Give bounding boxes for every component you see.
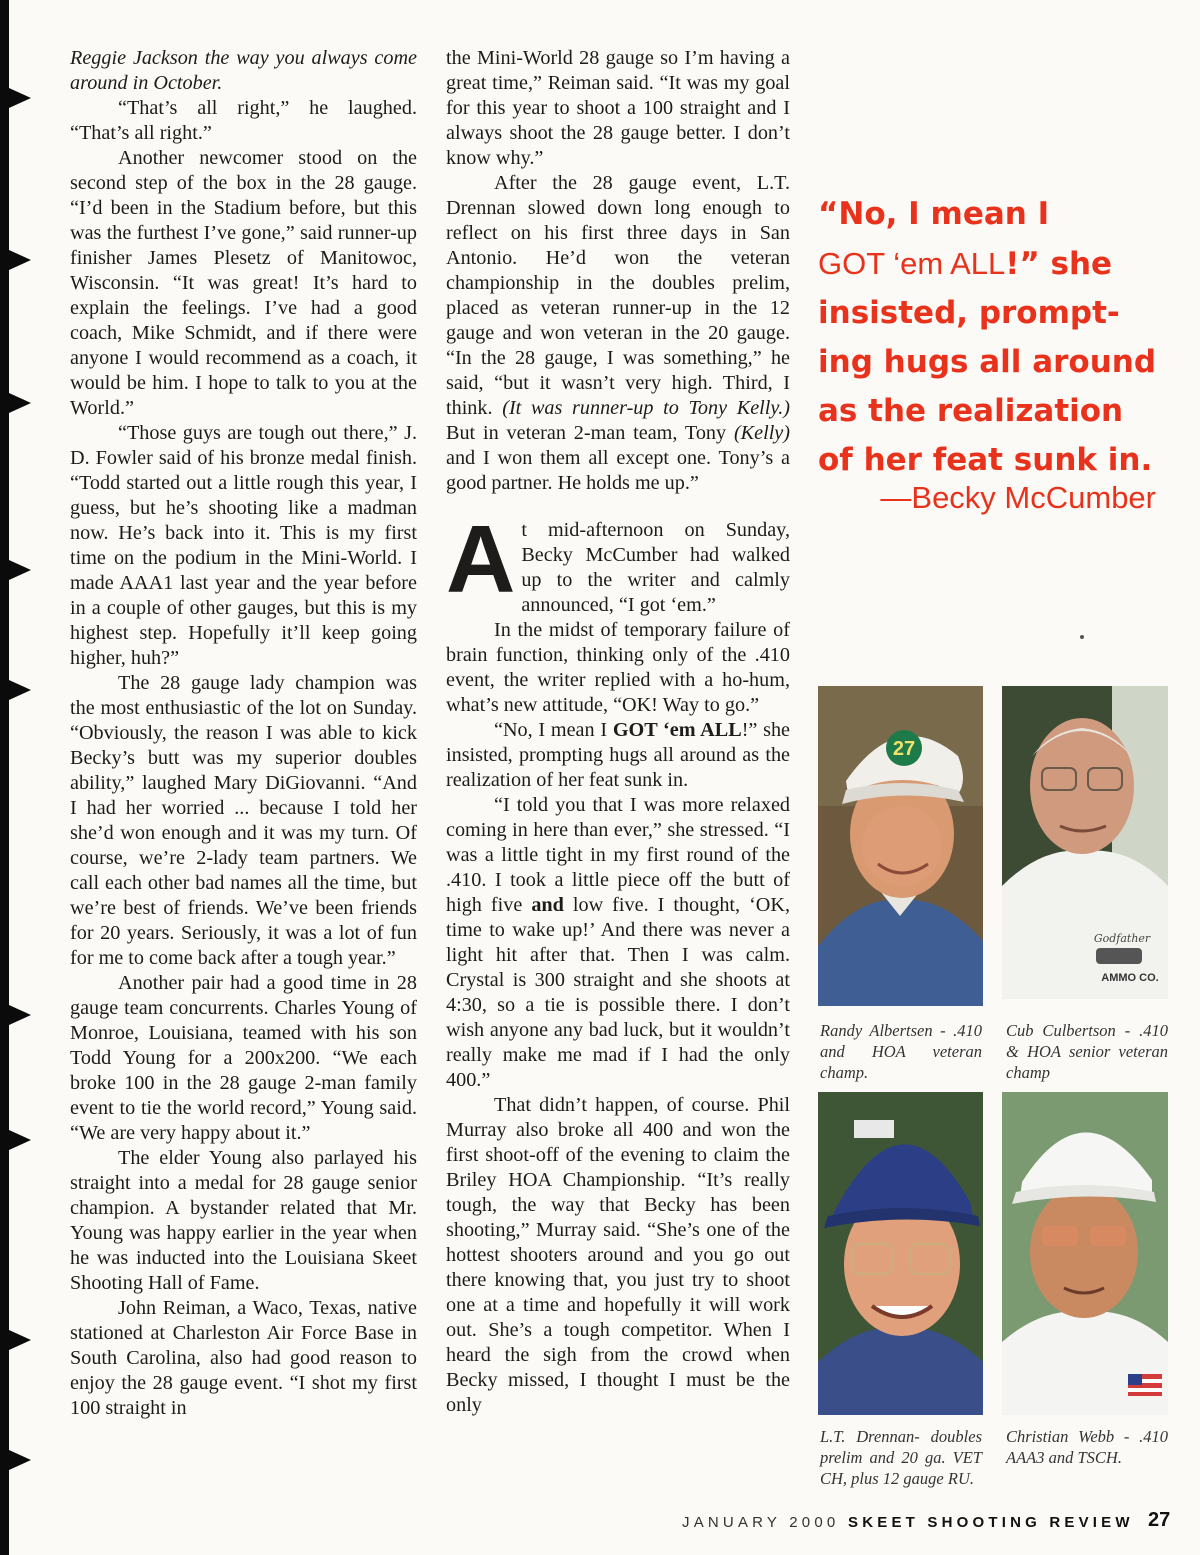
- scan-notch: [9, 393, 31, 413]
- svg-text:27: 27: [892, 738, 916, 760]
- paragraph: “Those guys are tough out there,” J. D. Fowler said of his bronze medal finish. “Todd started out a little rough this year, I guess, but he’s shooting like a madman now. He’s back into it. This is my first time on the podium in the Mini-World. I made AAA1 last year and the year before in a couple of other gauges, but this is my highest step. Hopefully it’ll keep going higher, huh?”: [70, 422, 417, 669]
- pull-quote-attribution: —Becky McCumber: [880, 480, 1156, 515]
- italic-aside: (Kelly): [733, 422, 790, 444]
- italic-aside: (It was runner-up to Tony Kelly.): [502, 397, 790, 419]
- scan-notch: [9, 1330, 31, 1350]
- article-column-2: [446, 46, 790, 1418]
- paragraph: [446, 793, 790, 1093]
- pull-quote: [818, 190, 1178, 485]
- text-run: t mid-afternoon on Sunday, Becky McCumber had walked up to the writer and calmly announced, “I got ‘em.”: [521, 519, 790, 616]
- binding-edge: [0, 0, 9, 1555]
- text-run: After the 28 gauge event, L.T. Drennan slowed down long enough to reflect on his first three days in San Antonio. He’d won the veteran championship in the doubles prelim, placed as veteran runner-up in the 12 gauge and won veteran in the 20 gauge. “In the 28 gauge, I was something,” he said, “but it wasn’t very high. Third, I think.: [446, 172, 790, 419]
- scan-notch: [9, 1130, 31, 1150]
- paragraph: John Reiman, a Waco, Texas, native stationed at Charleston Air Force Base in South Carolina, also had good reason to enjoy the 28 gauge event. “I shot my first 100 straight in: [70, 1297, 417, 1419]
- pull-quote-line: insisted, prompt-: [818, 295, 1120, 331]
- issue-date: JANUARY 2000: [682, 1514, 840, 1531]
- scan-notch: [9, 250, 31, 270]
- text-run: But in veteran 2-man team, Tony: [446, 422, 727, 444]
- scan-notch: [9, 1450, 31, 1470]
- paragraph: [446, 718, 790, 793]
- photo-randy-albertsen: [818, 686, 983, 1006]
- text-run: low five. I thought, ‘OK, time to wake up!’ And there was never a light hit after that. Then I was calm. Crystal is 300 straight and she shoots at 4:30, so a tie is possible there. I don’t wish anyone any bad luck, but it wouldn’t really make me mad if I had the only 400.”: [446, 894, 791, 1091]
- pull-quote-line: of her feat sunk in.: [818, 442, 1153, 478]
- article-column-1: [70, 46, 417, 1421]
- page-number: 27: [1148, 1509, 1171, 1531]
- page-footer: [600, 1509, 1171, 1536]
- paragraph: “That’s all right,” he laughed. “That’s all right.”: [70, 97, 417, 144]
- pull-quote-line: [818, 239, 1178, 289]
- paragraph: The elder Young also parlayed his straight into a medal for 28 gauge senior champion. A bystander related that Mr. Young was happy earlier in the year when he was inducted into the Louisiana Skeet Shooting Hall of Fame.: [70, 1147, 417, 1294]
- text-run: and I won them all except one. Tony’s a good partner. He holds me up.”: [446, 447, 790, 494]
- paragraph: [446, 171, 790, 496]
- svg-text:AMMO CO.: AMMO CO.: [1101, 972, 1159, 984]
- scan-notch: [9, 560, 31, 580]
- text-run: “I told you that I was more relaxed coming in here than ever,” she stressed. “I was a little tight in my first round of the .410. I took a little piece off the butt of high five: [446, 794, 790, 916]
- pull-quote-emphasis: GOT ‘em ALL: [818, 246, 1006, 281]
- paragraph: Reggie Jackson the way you always come around in October.: [70, 47, 417, 94]
- text-run: “No, I mean I: [494, 719, 608, 741]
- bold-run: and: [531, 894, 564, 916]
- pull-quote-line: ing hugs all around: [818, 344, 1157, 380]
- photo-christian-webb: [1002, 1092, 1168, 1415]
- photo-caption: Randy Albertsen - .410 and HOA veteran champ.: [820, 1021, 982, 1082]
- scan-notch: [9, 680, 31, 700]
- paragraph: The 28 gauge lady champion was the most enthusiastic of the lot on Sunday. “Obviously, the reason I was able to kick Becky’s butt was my superior doubles ability,” laughed Mary DiGiovanni. “And I had her worried ... because I told her she’d won enough and it was my turn. Of course, we’re 2-lady team partners. We call each other bad names all the time, but we’re best of friends. We’ve been friends for 20 years. Seriously, it was a lot of fun for me to come back after a tough year.”: [70, 672, 417, 969]
- paragraph: In the midst of temporary failure of brain function, thinking only of the .410 event, the writer replied with a ho-hum, what’s new attitude, “OK! Way to go.”: [446, 619, 790, 716]
- speck: [1080, 635, 1084, 639]
- paragraph: That didn’t happen, of course. Phil Murray also broke all 400 and won the first shoot-off of the evening to claim the Briley HOA Championship. “It’s really tough, the way that Becky has been shooting,” Murray said. “She’s one of the hottest shooters around and you go out there knowing that, you just try to shoot one at a time and hopefully it will work out. She’s a tough competitor. When I heard the sigh from the crowd when Becky missed, I thought I must be the only: [446, 1094, 790, 1416]
- photo-caption: Cub Culbertson - .410 & HOA senior veteran champ: [1006, 1021, 1168, 1082]
- drop-cap: A: [446, 506, 516, 613]
- paragraph: Another newcomer stood on the second step of the box in the 28 gauge. “I’d been in the Stadium before, but this was the furthest I’ve gone,” said runner-up finisher James Plesetz of Manitowoc, Wisconsin. “It was great! It’s hard to explain the feelings. I’ve had a good coach, Mike Schmidt, and if there were anyone I would recommend as a coach, it would be him. I hope to talk to you at the World.”: [70, 147, 417, 419]
- photo-lt-drennan: [818, 1092, 983, 1415]
- paragraph: the Mini-World 28 gauge so I’m having a great time,” Reiman said. “It was my goal for this year to shoot a 100 straight and I always shoot the 28 gauge better. I don’t know why.”: [446, 47, 790, 169]
- pull-quote-line: as the realization: [818, 393, 1124, 429]
- scan-notch: [9, 88, 31, 108]
- pull-quote-line: “No, I mean I: [818, 196, 1050, 232]
- scan-notch: [9, 1005, 31, 1025]
- svg-text:Godfather: Godfather: [1093, 932, 1151, 945]
- paragraph: Another pair had a good time in 28 gauge team concurrents. Charles Young of Monroe, Louisiana, teamed with his son Todd Young for a 200x200. “We each broke 100 in the 28 gauge 2-man family event to tie the world record,” Young said. “We are very happy about it.”: [70, 972, 417, 1144]
- photo-caption: L.T. Drennan- doubles prelim and 20 ga. VET CH, plus 12 gauge RU.: [820, 1427, 982, 1488]
- bold-run: GOT ‘em ALL: [612, 719, 742, 741]
- text-run: !” she insisted, prompting hugs all around as the realization of her feat sunk in.: [446, 719, 791, 791]
- photo-caption: Christian Webb - .410 AAA3 and TSCH.: [1006, 1427, 1168, 1467]
- pull-quote-text: !” she: [1005, 246, 1113, 282]
- magazine-title: SKEET SHOOTING REVIEW: [848, 1514, 1134, 1531]
- photo-cub-culbertson: [1002, 686, 1168, 999]
- section-opening-paragraph: [446, 506, 790, 618]
